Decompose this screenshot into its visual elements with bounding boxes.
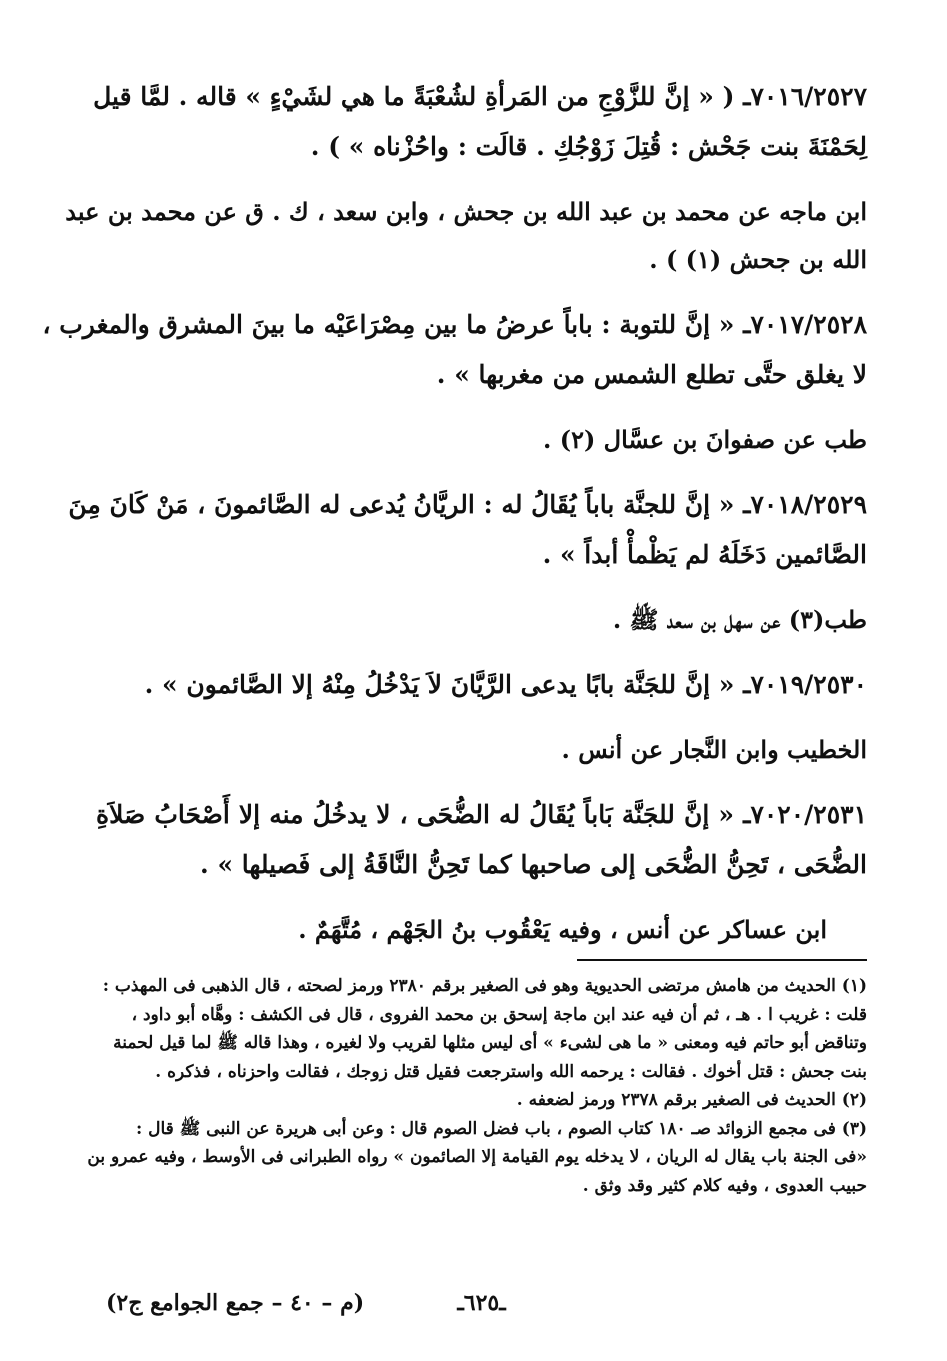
hadith-source-line: ابن عساكر عن أنس ، وفيه يَعْقُوب بنُ الجَهْم ، مُتَّهَمٌ . bbox=[298, 915, 827, 944]
footnote-line: (١) الحديث من هامش مرتضى الحديوية وهو فى الصغير برقم ٢٣٨٠ ورمز لصحته ، قال الذهبى فى المهذب : bbox=[102, 976, 867, 996]
signature-mark: (م – ٤٠ – جمع الجوامع ج٢) bbox=[106, 1290, 365, 1316]
hadith-line: الضُّحَى ، تَحِنُّ الضُّحَى إلى صاحبها كما تَحِنُّ النَّاقَةُ إلى فَصيلها » . bbox=[200, 850, 867, 879]
footnote bbox=[96, 1086, 867, 1115]
footnote-line: بنت جحش : قتل أخوك . فقالت : يرحمه الله واسترجعت فقيل قتل زوجك ، فقالت واحزناه ، فذكره . bbox=[155, 1061, 867, 1082]
hadith-line: ٧٠١٨/٢٥٢٩ـ « إنَّ للجنَّة باباً يُقَالُ له : الريَّانُ يُدعى له الصَّائمونَ ، مَنْ كَانَ مِنَ bbox=[68, 490, 867, 519]
main-text bbox=[42, 72, 867, 954]
hadith-block bbox=[65, 72, 867, 284]
footnote-line: «فى الجنة باب يقال له الريان ، لا يدخله يوم القيامة إلا الصائمون » رواه الطبرانى فى الأوسط ، وفيه عمرو بن bbox=[87, 1147, 867, 1167]
hadith-line: الصَّائمين دَخَلَهُ لم يَظْمأْ أبداً » . bbox=[542, 540, 867, 569]
hadith-source-line: طب(٣) عن سهل بن سعد ﷺ . bbox=[612, 605, 867, 634]
footnote-line: حبيب العدوى ، وفيه كلام كثير وقد وثق . bbox=[582, 1175, 867, 1196]
hadith-source-line: الخطيب وابن النَّجار عن أنس . bbox=[561, 735, 867, 764]
hadith-line: ٧٠١٩/٢٥٣٠ـ « إنَّ للجَنَّة بابًا يدعى الرَّيَّانَ لاَ يَدْخُلُ مِنْهُ إلا الصَّائمون » . bbox=[144, 670, 867, 699]
hadith-line: ٧٠١٦/٢٥٢٧ـ ( « إنَّ للزَّوْجِ من المَرأةِ لشُعْبَةً ما هي لشَيْءٍ » قاله . لمَّا قيل bbox=[93, 82, 867, 111]
hadith-block bbox=[68, 480, 867, 644]
hadith-block bbox=[96, 660, 867, 774]
hadith-source-line: طب عن صفوانَ بن عسَّال (٢) . bbox=[543, 425, 867, 454]
page-footer bbox=[96, 1290, 867, 1330]
hadith-source-line: الله بن جحش (١) ) . bbox=[649, 245, 867, 274]
page-number: ـ٦٢٥ـ bbox=[457, 1290, 506, 1316]
footnote bbox=[96, 972, 867, 1086]
hadith-block bbox=[42, 300, 867, 464]
hadith-source-line: ابن ماجه عن محمد بن عبد الله بن جحش ، وابن سعد ، ك . ق عن محمد بن عبد bbox=[65, 197, 867, 226]
footnote-line: قلت : غريب ا . هـ ، ثم أن فيه عند ابن ماجة إسحق بن محمد الفروى ، قال فى الكشف : وهَّاه أبو داود ، bbox=[131, 1004, 867, 1025]
footnote-line: وتناقض أبو حاتم فيه ومعنى « ما هى لشىء » أى ليس مثلها لقريب ولا لغيره ، وهذا قاله ﷺ لما قيل لحمنة bbox=[113, 1033, 867, 1053]
footnote-line: (٣) فى مجمع الزوائد صـ ١٨٠ كتاب الصوم ، باب فضل الصوم قال : وعن أبى هريرة عن النبى ﷺ قال : bbox=[135, 1118, 867, 1139]
footnote bbox=[87, 1115, 867, 1201]
hadith-line: لِحَمْنَةَ بنت جَحْش : قُتِلَ زَوْجُكِ . قالَت : واحُزْناه » ) . bbox=[310, 132, 867, 161]
hadith-line: ٧٠١٧/٢٥٢٨ـ « إنَّ للتوبة : باباً عرضُ ما بين مِصْرَاعَيْه ما بينَ المشرق والمغرب ، bbox=[42, 310, 867, 339]
footnote-line: (٢) الحديث فى الصغير برقم ٢٣٧٨ ورمز لضعفه . bbox=[516, 1090, 867, 1110]
footnotes bbox=[87, 972, 867, 1200]
hadith-line: ٧٠٢٠/٢٥٣١ـ « إنَّ للجَنَّة بَاباً يُقَالُ له الضُّحَى ، لا يدخُلُ منه إلا أَصْحَابُ صَلاَةِ bbox=[96, 800, 867, 829]
hadith-line: لا يغلق حتَّى تطلع الشمس من مغربها » . bbox=[436, 360, 867, 389]
footnote-divider bbox=[577, 959, 867, 961]
hadith-block bbox=[96, 790, 867, 954]
